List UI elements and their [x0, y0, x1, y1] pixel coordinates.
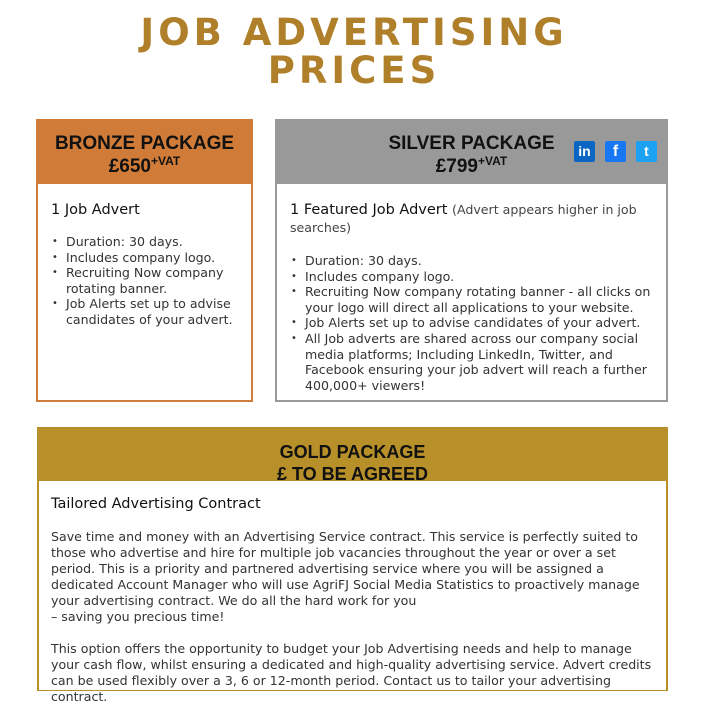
linkedin-icon[interactable]: in	[574, 141, 595, 162]
bronze-package-name: BRONZE PACKAGE	[54, 133, 235, 154]
bronze-feature-list	[51, 234, 239, 328]
silver-feature-list	[290, 253, 654, 393]
gold-description-2: This option offers the opportunity to budget your Job Advertising needs and help to manage your cash flow, whilst ensuring a dedicated and high-quality advertising service. Advert credits can be used flexibly over a 3, 6 or 12-month period. Contact us to tailor your advertising contract.	[51, 641, 652, 704]
silver-package-card	[275, 119, 668, 402]
gold-package-name: GOLD PACKAGE	[279, 442, 426, 462]
list-item: • Job Alerts set up to advise candidates of your advert.	[51, 296, 239, 327]
twitter-icon[interactable]: t	[636, 141, 657, 162]
gold-package-subhead: Tailored Advertising Contract	[51, 496, 261, 512]
list-item: • All Job adverts are shared across our company social media platforms; Including LinkedIn, Twitter, and Facebook ensuring your job advert will reach a further 400,000+ viewers!	[290, 331, 654, 393]
bronze-package-card	[36, 119, 253, 402]
bronze-package-header	[38, 121, 251, 184]
bronze-package-price: $£650^{+VAT}$	[108, 154, 181, 177]
silver-package-body	[277, 184, 666, 393]
bronze-package-subhead: 1 Job Advert	[51, 202, 140, 218]
list-item: • Duration: 30 days.	[51, 234, 239, 250]
list-item: • Recruiting Now company rotating banner.	[51, 265, 239, 296]
silver-package-name: SILVER PACKAGE	[388, 133, 555, 154]
gold-package-card	[37, 427, 668, 704]
list-item: • Includes company logo.	[51, 250, 239, 266]
bronze-package-body	[38, 184, 251, 328]
gold-description-1: Save time and money with an Advertising Service contract. This service is perfectly suited to those who advertise and hire for multiple job vacancies throughout the year or over a set period. This is a priority and partnered advertising service where you will be assigned a dedicated Account Manager who will use AgriFJ Social Media Statistics to proactively manage your advertising contract. We do all the hard work for you – saving you precious time!	[51, 529, 640, 624]
list-item: • Includes company logo.	[290, 269, 654, 285]
page-title-line1: JOB ADVERTISING	[140, 11, 568, 54]
page-title-line2: PRICES	[267, 49, 441, 92]
page-title	[0, 11, 708, 92]
gold-package-body	[39, 481, 666, 705]
social-icons	[574, 141, 657, 162]
facebook-icon[interactable]: f	[605, 141, 626, 162]
silver-package-subhead: 1 Featured Job Advert (Advert appears higher in job searches)	[290, 202, 637, 235]
list-item: • Job Alerts set up to advise candidates of your advert.	[290, 315, 654, 331]
gold-package-price: £ TO BE AGREED	[276, 464, 429, 484]
list-item: • Recruiting Now company rotating banner - all clicks on your logo will direct all applications to your website.	[290, 284, 654, 315]
list-item: • Duration: 30 days.	[290, 253, 654, 269]
silver-package-price: $£799^{+VAT}$	[435, 154, 508, 177]
gold-package-header	[39, 429, 666, 484]
silver-package-note: (Advert appears higher in job searches)	[290, 202, 637, 235]
